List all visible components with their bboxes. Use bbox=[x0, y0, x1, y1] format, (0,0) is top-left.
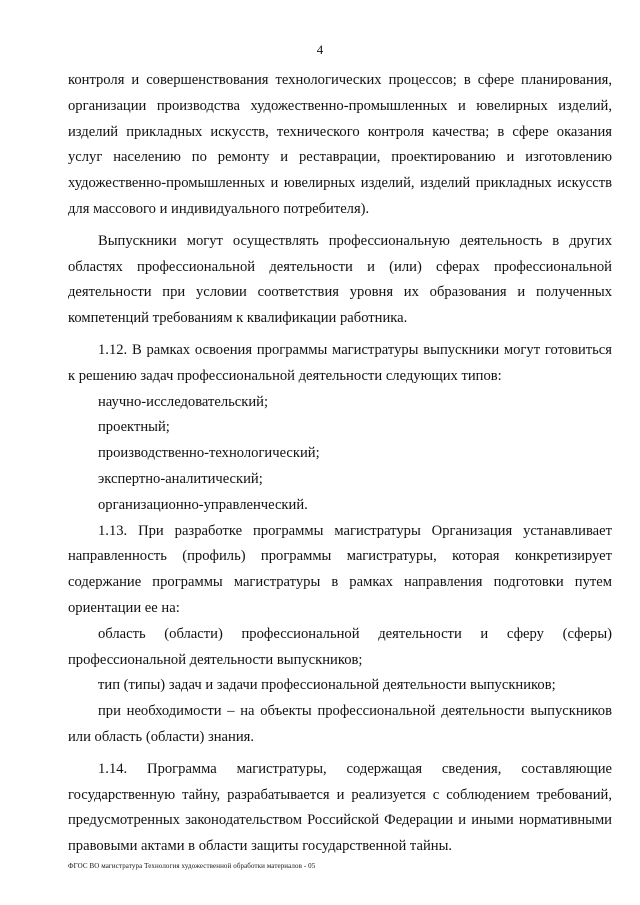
list-item-research: научно-исследовательский; bbox=[98, 393, 269, 410]
paragraph-continuation: контроля и совершенствования технологических процессов; в сфере планирования, организации производства художественно-промышленных и ювелирных изделий, изделий прикладных искусств, технического контроля качества; в сфере оказания услуг населению по ремонту и реставрации, проектированию и изготовлению художественно-промышленных и ювелирных изделий, изделий прикладных искусств для массового и индивидуального потребителя). bbox=[68, 72, 612, 217]
list-item-production: производственно-технологический; bbox=[98, 445, 320, 462]
paragraph-orientation-tasks: тип (типы) задач и задачи профессиональной деятельности выпускников; bbox=[98, 677, 556, 694]
paragraph-1-14: 1.14. Программа магистратуры, содержащая сведения, составляющие государственную тайну, разрабатывается и реализуется с соблюдением требований, предусмотренных законодательством Российской Федерации и иными нормативными правовыми актами в области защиты государственной тайны. bbox=[68, 760, 612, 855]
document-body bbox=[68, 68, 612, 860]
paragraph-1-12: 1.12. В рамках освоения программы магистратуры выпускники могут готовиться к решению задач профессиональной деятельности следующих типов: bbox=[68, 341, 612, 384]
list-item-management: организационно-управленческий. bbox=[98, 496, 308, 513]
paragraph-graduates-other-areas: Выпускники могут осуществлять профессиональную деятельность в других областях профессиональной деятельности и (или) сферах профессиональной деятельности при условии соответствия уровня их образования и полученных компетенций требованиям к квалификации работника. bbox=[68, 232, 612, 327]
list-item-expert: экспертно-аналитический; bbox=[98, 470, 263, 487]
paragraph-1-13: 1.13. При разработке программы магистратуры Организация устанавливает направленность (профиль) программы магистратуры, которая конкретизирует содержание программы магистратуры в рамках направления подготовки путем ориентации ее на: bbox=[68, 522, 612, 616]
page-number: 4 bbox=[316, 42, 324, 57]
list-item-design: проектный; bbox=[98, 419, 170, 436]
paragraph-orientation-objects: при необходимости – на объекты профессиональной деятельности выпускников или область (области) знания. bbox=[68, 703, 612, 745]
footer-note: ФГОС ВО магистратура Технология художественной обработки материалов - 05 bbox=[68, 862, 316, 870]
paragraph-orientation-areas: область (области) профессиональной деятельности и сферу (сферы) профессиональной деятельности выпускников; bbox=[68, 625, 612, 668]
